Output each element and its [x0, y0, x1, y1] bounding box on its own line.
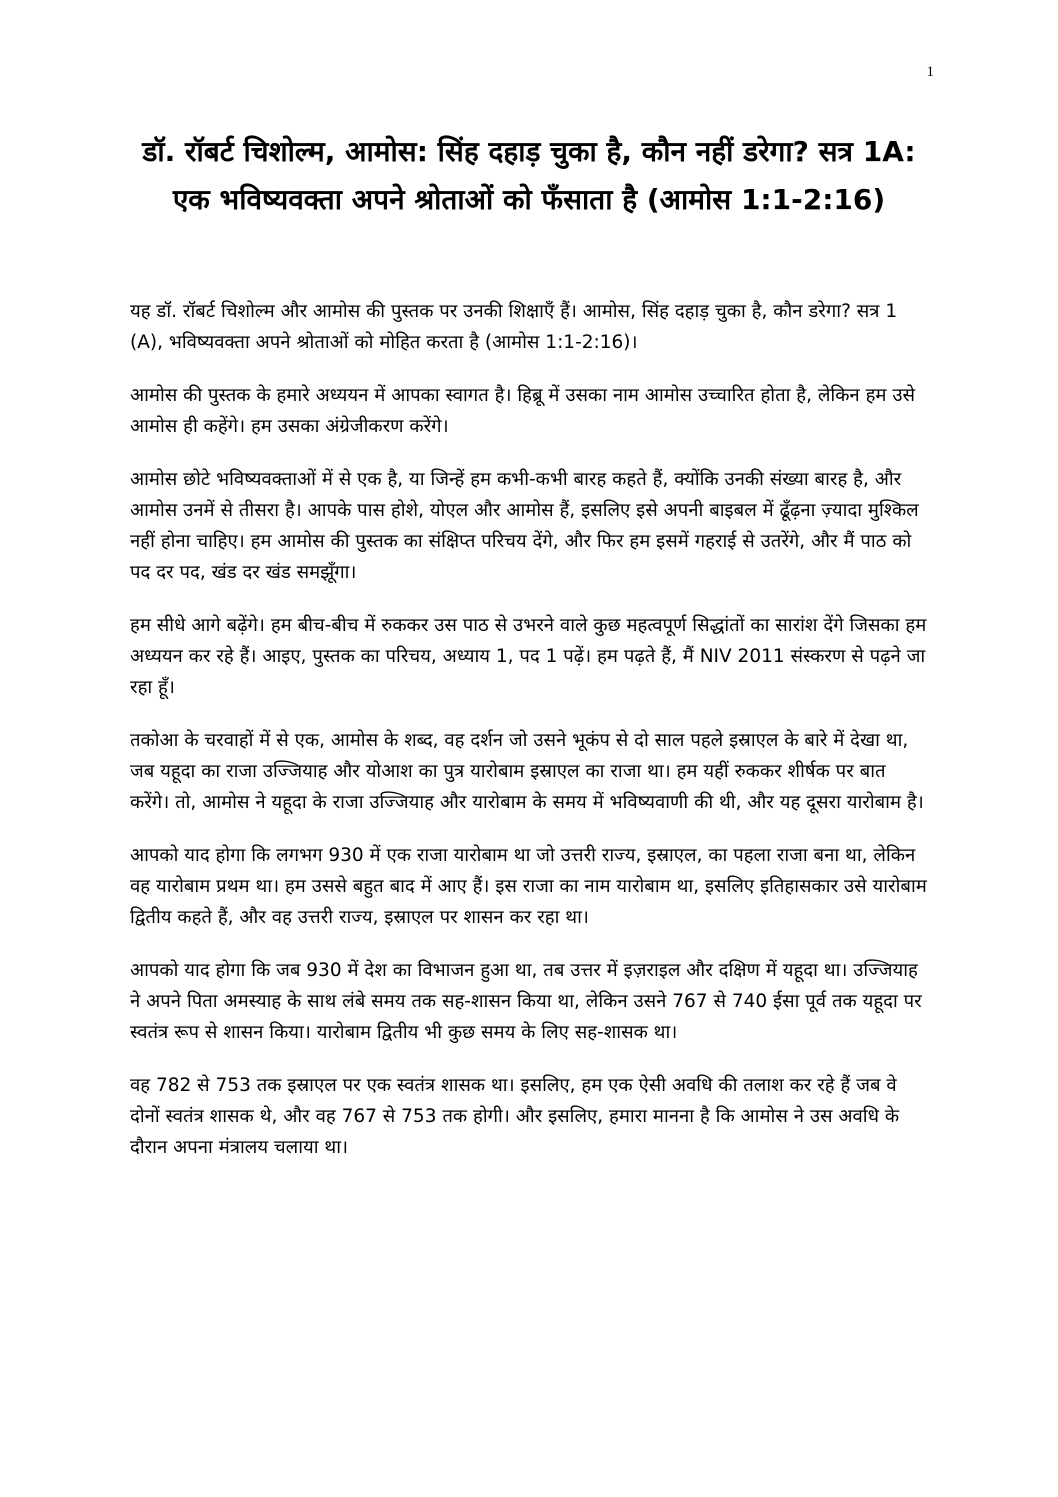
paragraph-2: आमोस की पुस्तक के हमारे अध्ययन में आपका स्वागत है। हिब्रू में उसका नाम आमोस उच्चारित होता है, लेकिन हम उसे आमोस ही कहेंगे। हम उसका अंग्रेजीकरण करेंगे। — [130, 385, 915, 437]
paragraph-6: आपको याद होगा कि लगभग 930 में एक राजा यारोबाम था जो उत्तरी राज्य, इस्राएल, का पहला राजा बना था, लेकिन वह यारोबाम प्रथम था। हम उससे बहुत बाद में आए हैं। इस राजा का नाम यारोबाम था, इसलिए इतिहासकार उसे यारोबाम द्वितीय कहते हैं, और वह उत्तरी राज्य, इस्राएल पर शासन कर रहा था। — [130, 845, 927, 928]
paragraph-5: तकोआ के चरवाहों में से एक, आमोस के शब्द, वह दर्शन जो उसने भूकंप से दो साल पहले इस्राएल के बारे में देखा था, जब यहूदा का राजा उज्जियाह और योआश का पुत्र यारोबाम इस्राएल का राजा था। हम यहीं रुककर शीर्षक पर बात करेंगे। तो, आमोस ने यहूदा के राजा उज्जियाह और यारोबाम के समय में भविष्यवाणी की थी, और यह दूसरा यारोबाम है। — [130, 730, 924, 813]
paragraph-1: यह डॉ. रॉबर्ट चिशोल्म और आमोस की पुस्तक पर उनकी शिक्षाएँ हैं। आमोस, सिंह दहाड़ चुका है, कौन डरेगा? सत्र 1 (A), भविष्यवक्ता अपने श्रोताओं को मोहित करता है (आमोस 1:1-2:16)। — [130, 301, 898, 353]
document-title: डॉ. रॉबर्ट चिशोल्म, आमोस: सिंह दहाड़ चुका है, कौन नहीं डरेगा? सत्र 1A: एक भविष्यवक्ता अपने श्रोताओं को फँसाता है (आमोस 1:1-2:16) — [142, 135, 916, 216]
paragraph-4: हम सीधे आगे बढ़ेंगे। हम बीच-बीच में रुककर उस पाठ से उभरने वाले कुछ महत्वपूर्ण सिद्धांतों का सारांश देंगे जिसका हम अध्ययन कर रहे हैं। आइए, पुस्तक का परिचय, अध्याय 1, पद 1 पढ़ें। हम पढ़ते हैं, मैं NIV 2011 संस्करण से पढ़ने जा रहा हूँ। — [130, 615, 927, 698]
document-body — [130, 296, 928, 1185]
paragraph-7: आपको याद होगा कि जब 930 में देश का विभाजन हुआ था, तब उत्तर में इज़राइल और दक्षिण में यहूदा था। उज्जियाह ने अपने पिता अमस्याह के साथ लंबे समय तक सह-शासन किया था, लेकिन उसने 767 से 740 ईसा पूर्व तक यहूदा पर स्वतंत्र रूप से शासन किया। यारोबाम द्वितीय भी कुछ समय के लिए सह-शासक था। — [130, 960, 922, 1043]
page-number: 1 — [926, 64, 934, 80]
paragraph-3: आमोस छोटे भविष्यवक्ताओं में से एक है, या जिन्हें हम कभी-कभी बारह कहते हैं, क्योंकि उनकी संख्या बारह है, और आमोस उनमें से तीसरा है। आपके पास होशे, योएल और आमोस हैं, इसलिए इसे अपनी बाइबल में ढूँढ़ना ज़्यादा मुश्किल नहीं होना चाहिए। हम आमोस की पुस्तक का संक्षिप्त परिचय देंगे, और फिर हम इसमें गहराई से उतरेंगे, और मैं पाठ को पद दर पद, खंड दर खंड समझूँगा। — [130, 469, 919, 583]
paragraph-8: वह 782 से 753 तक इस्राएल पर एक स्वतंत्र शासक था। इसलिए, हम एक ऐसी अवधि की तलाश कर रहे हैं जब वे दोनों स्वतंत्र शासक थे, और वह 767 से 753 तक होगी। और इसलिए, हमारा मानना है कि आमोस ने उस अवधि के दौरान अपना मंत्रालय चलाया था। — [130, 1075, 900, 1158]
